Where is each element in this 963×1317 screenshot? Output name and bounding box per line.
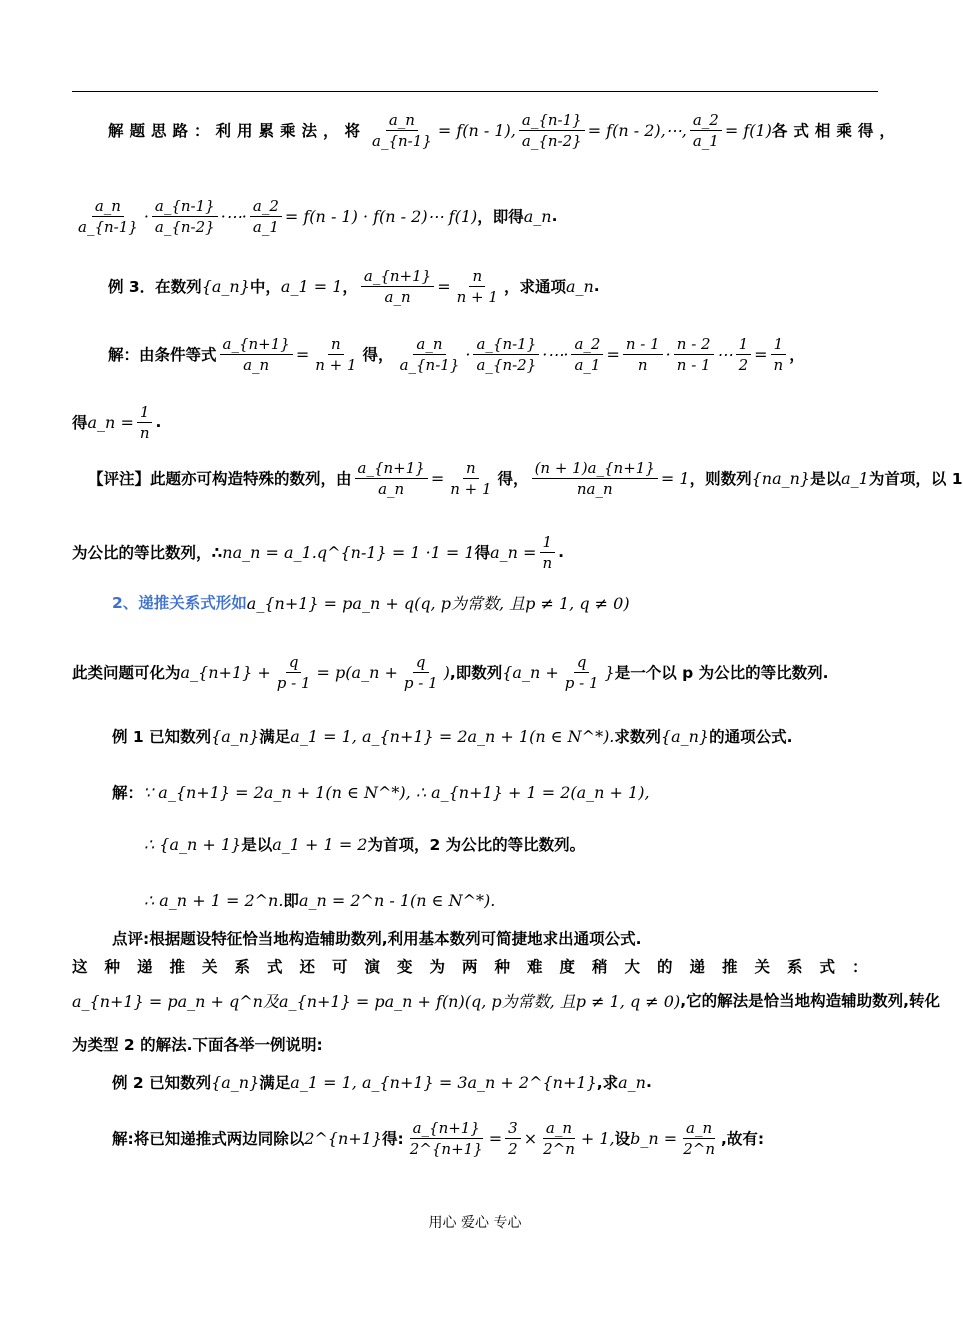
fraction-numerator: q — [413, 652, 429, 673]
body-text: 为类型 2 的解法.下面各举一例说明: — [72, 1036, 323, 1054]
fraction — [401, 652, 441, 693]
fraction — [473, 334, 539, 375]
body-text: ,求 — [596, 1074, 619, 1092]
math-expression: = f(n - 1), — [437, 120, 516, 140]
math-expression: + 1, — [580, 1128, 615, 1148]
body-text: 中， — [249, 278, 281, 296]
math-expression: ⋯ — [716, 344, 733, 364]
body-text: 点评:根据题设特征恰当地构造辅助数列,利用基本数列可简捷地求出通项公式. — [112, 930, 642, 948]
fraction-denominator: a_1 — [252, 217, 279, 236]
math-expression: = f(n - 1) · f(n - 2)⋯ f(1) — [284, 206, 478, 226]
fraction-numerator: a_{n-1} — [473, 334, 539, 355]
body-text: ,即数列 — [449, 664, 503, 682]
text-line — [72, 980, 940, 1020]
fraction-numerator: a_2 — [250, 196, 282, 217]
math-expression: × — [523, 1128, 538, 1148]
text-line — [112, 716, 793, 756]
fraction-numerator: a_n — [92, 196, 124, 217]
fraction-denominator: a_{n-1} — [78, 217, 138, 236]
math-expression: = p(a_n + — [316, 662, 398, 682]
body-text: 即 — [283, 892, 299, 910]
fraction-denominator: n + 1 — [315, 355, 357, 374]
fraction-denominator: n - 1 — [676, 355, 711, 374]
fraction — [454, 266, 501, 307]
fraction-numerator: a_n — [543, 1118, 575, 1139]
math-expression: = — [754, 344, 768, 364]
body-text: 例 3．在数列 — [108, 278, 202, 296]
text-line — [108, 334, 805, 374]
fraction — [623, 334, 663, 375]
body-text: ，求通项 — [503, 278, 566, 296]
math-expression: a_{n+1} = pa_n + q^n及a_{n+1} = pa_n + f(n)(q, p为常数, 且p ≠ 1, q ≠ 0) — [72, 991, 681, 1011]
fraction-numerator: a_{n+1} — [410, 1118, 483, 1139]
fraction-denominator: a_{n-2} — [154, 217, 215, 236]
math-expression: 2^{n+1} — [304, 1128, 383, 1148]
math-expression: ·⋯· — [542, 344, 569, 364]
body-text: 得: — [382, 1130, 404, 1148]
fraction-denominator: n — [773, 355, 784, 374]
fraction-denominator: na_n — [576, 479, 613, 498]
math-expression: a_1 — [841, 468, 869, 488]
fraction — [369, 110, 435, 151]
fraction-denominator: a_{n-2} — [521, 131, 582, 150]
fraction-denominator: a_1 — [574, 355, 601, 374]
text-line — [108, 110, 901, 150]
fraction-numerator: a_2 — [690, 110, 722, 131]
text-line — [112, 1062, 652, 1102]
math-expression: = — [488, 1128, 503, 1148]
math-expression: {a_n + — [502, 662, 559, 682]
fraction — [562, 652, 602, 693]
math-expression: · — [465, 344, 471, 364]
fraction-denominator: a_n — [243, 355, 270, 374]
body-text: 为首项，2 为公比的等比数列。 — [367, 836, 586, 854]
body-text: ， — [342, 278, 358, 296]
text-line — [144, 880, 495, 920]
math-expression: a_n — [523, 206, 552, 226]
math-expression: na_n = a_1.q^{n-1} = 1 ·1 = 1 — [222, 542, 475, 562]
fraction — [771, 334, 787, 375]
math-expression: a_{n+1} + — [180, 662, 271, 682]
fraction-denominator: p - 1 — [276, 673, 311, 692]
body-text: ,它的解法是恰当地构造辅助数列,转化 — [680, 992, 940, 1010]
body-text: 得 — [72, 414, 88, 432]
body-text: 各式相乘得， — [771, 122, 901, 140]
body-text: 解：由条件等式 — [108, 346, 217, 364]
math-expression: a_1 + 1 = 2 — [272, 834, 368, 854]
fraction-numerator: 3 — [505, 1118, 521, 1139]
text-line — [72, 652, 828, 692]
text-line — [72, 1024, 323, 1064]
fraction — [680, 1118, 718, 1159]
math-expression: ∵ a_{n+1} = 2a_n + 1(n ∈ N^*), ∴ a_{n+1} + 1 = 2(a_n + 1), — [143, 782, 650, 802]
fraction-numerator: n — [328, 334, 344, 355]
fraction — [532, 458, 658, 499]
body-text: 【评注】此题亦可构造特殊的数列，由 — [88, 470, 352, 488]
math-expression: a_1 = 1 — [280, 276, 343, 296]
text-line — [72, 532, 564, 572]
fraction — [571, 334, 603, 375]
body-text: 解:将已知递推式两边同除以 — [112, 1130, 305, 1148]
fraction — [250, 196, 282, 237]
text-line — [108, 266, 600, 306]
body-text: . — [558, 543, 565, 561]
fraction — [674, 334, 714, 375]
math-expression: a_n — [565, 276, 594, 296]
fraction-numerator: 1 — [540, 532, 556, 553]
fraction — [540, 1118, 578, 1159]
fraction-numerator: n - 1 — [623, 334, 663, 355]
fraction — [75, 196, 141, 237]
body-text: 此类问题可化为 — [72, 664, 181, 682]
fraction-denominator: a_1 — [692, 131, 719, 150]
math-expression: a_n = 2^n - 1(n ∈ N^*). — [298, 890, 496, 910]
math-expression: = — [437, 276, 451, 296]
fraction — [447, 458, 494, 499]
math-expression: · — [665, 344, 671, 364]
body-text: 为公比的等比数列，∴ — [72, 544, 223, 562]
fraction-denominator: n — [139, 423, 150, 442]
fraction — [407, 1118, 486, 1159]
fraction-denominator: a_n — [384, 287, 411, 306]
math-expression: = — [606, 344, 620, 364]
fraction — [152, 196, 218, 237]
fraction — [137, 402, 153, 443]
body-text: 例 1 已知数列 — [112, 728, 212, 746]
fraction-numerator: a_{n+1} — [355, 458, 428, 479]
text-line — [88, 458, 963, 498]
body-text: 是一个以 p 为公比的等比数列. — [614, 664, 829, 682]
body-text: 是以 — [810, 470, 842, 488]
fraction-denominator: n — [542, 553, 553, 572]
body-text: ,故有: — [720, 1130, 765, 1148]
text-line — [112, 772, 650, 812]
section-heading: 2、递推关系式形如 — [112, 594, 247, 612]
math-expression: a_n = — [490, 542, 537, 562]
text-line — [72, 402, 161, 442]
math-expression: b_n = — [630, 1128, 678, 1148]
body-text: 为首项，以 1 — [868, 470, 963, 488]
fraction-denominator: n + 1 — [450, 479, 492, 498]
fraction-numerator: a_n — [413, 334, 445, 355]
fraction-denominator: a_n — [378, 479, 405, 498]
page-footer: 用心 爱心 专心 — [428, 1215, 522, 1231]
fraction-numerator: (n + 1)a_{n+1} — [532, 458, 658, 479]
math-expression: a_{n+1} = pa_n + q(q, p为常数, 且p ≠ 1, q ≠ 0) — [246, 593, 630, 613]
math-expression: a_1 = 1, a_{n+1} = 2a_n + 1(n ∈ N^*). — [290, 726, 615, 746]
math-expression: {a_n} — [211, 726, 260, 746]
body-text: 得， — [497, 470, 529, 488]
fraction-numerator: n — [463, 458, 479, 479]
fraction-numerator: a_n — [386, 110, 418, 131]
text-line — [72, 196, 558, 236]
fraction-numerator: q — [574, 652, 590, 673]
fraction-numerator: a_{n+1} — [361, 266, 434, 287]
fraction — [690, 110, 722, 151]
body-text: 得 — [474, 544, 491, 562]
body-text: 求数列 — [614, 728, 661, 746]
fraction-denominator: 2^n — [543, 1139, 575, 1158]
fraction-numerator: n — [469, 266, 485, 287]
fraction-numerator: a_n — [683, 1118, 715, 1139]
math-expression: ∴ a_n + 1 = 2^n. — [144, 890, 284, 910]
body-text: ，即得 — [477, 208, 524, 226]
body-text: 得， — [362, 346, 394, 364]
fraction-denominator: n + 1 — [456, 287, 498, 306]
body-text: . — [645, 1073, 652, 1091]
fraction — [312, 334, 359, 375]
body-text: 满足 — [259, 1074, 291, 1092]
fraction-numerator: a_{n+1} — [220, 334, 293, 355]
body-text: . — [155, 413, 162, 431]
math-expression: a_n = — [87, 412, 134, 432]
math-expression: {na_n} — [751, 468, 811, 488]
fraction — [274, 652, 314, 693]
math-expression: · — [143, 206, 149, 226]
math-expression: = — [430, 468, 445, 488]
fraction-denominator: 2^{n+1} — [409, 1139, 483, 1158]
fraction — [539, 532, 555, 573]
fraction-denominator: 2 — [738, 355, 749, 374]
fraction — [355, 458, 428, 499]
math-expression: a_n — [618, 1072, 646, 1092]
fraction-denominator: n — [637, 355, 648, 374]
math-expression: a_1 = 1, a_{n+1} = 3a_n + 2^{n+1} — [290, 1072, 597, 1092]
math-expression: {a_n} — [660, 726, 710, 746]
body-text: . — [551, 207, 558, 225]
body-text: 这种递推关系式还可演变为两种难度稍大的递推关系式： — [72, 958, 885, 976]
fraction — [220, 334, 293, 375]
math-expression: } — [604, 662, 615, 682]
fraction-denominator: a_{n-2} — [476, 355, 537, 374]
fraction-denominator: 2 — [508, 1139, 518, 1158]
fraction-numerator: n - 2 — [674, 334, 714, 355]
fraction-numerator: 1 — [736, 334, 752, 355]
body-text: ， — [789, 346, 805, 364]
fraction-numerator: 1 — [137, 402, 153, 423]
header-rule — [72, 91, 878, 92]
math-expression: ) — [443, 662, 450, 682]
math-expression: = — [295, 344, 310, 364]
fraction — [397, 334, 463, 375]
body-text: 设 — [614, 1130, 631, 1148]
body-text: . — [593, 277, 600, 295]
math-expression: {a_n} — [201, 276, 250, 296]
math-expression: = 1 — [660, 468, 690, 488]
fraction-denominator: a_{n-1} — [399, 355, 460, 374]
body-text: 是以 — [241, 836, 273, 854]
fraction — [519, 110, 585, 151]
body-text: 满足 — [259, 728, 291, 746]
body-text: 例 2 已知数列 — [112, 1074, 212, 1092]
math-expression: ∴ {a_n + 1} — [144, 834, 242, 854]
fraction-denominator: p - 1 — [403, 673, 438, 692]
fraction-numerator: a_{n-1} — [519, 110, 585, 131]
fraction — [505, 1118, 521, 1159]
math-expression: = f(n - 2),⋯, — [587, 120, 687, 140]
body-text: ，则数列 — [689, 470, 752, 488]
math-expression: = f(1) — [724, 120, 772, 140]
fraction-denominator: a_{n-1} — [372, 131, 432, 150]
body-text: 的通项公式. — [709, 728, 793, 746]
fraction-numerator: q — [286, 652, 302, 673]
body-text: 解： — [112, 784, 144, 802]
math-expression: {a_n} — [211, 1072, 260, 1092]
fraction — [736, 334, 752, 375]
text-line — [112, 582, 630, 622]
fraction-denominator: p - 1 — [564, 673, 599, 692]
math-expression: ·⋯· — [220, 206, 247, 226]
fraction-numerator: a_{n-1} — [152, 196, 218, 217]
fraction-numerator: 1 — [771, 334, 787, 355]
fraction-denominator: 2^n — [683, 1139, 715, 1158]
fraction — [361, 266, 434, 307]
text-line — [112, 1118, 764, 1158]
text-line — [144, 824, 585, 864]
body-text: 解题思路：利用累乘法，将 — [108, 122, 367, 140]
fraction-numerator: a_2 — [571, 334, 603, 355]
